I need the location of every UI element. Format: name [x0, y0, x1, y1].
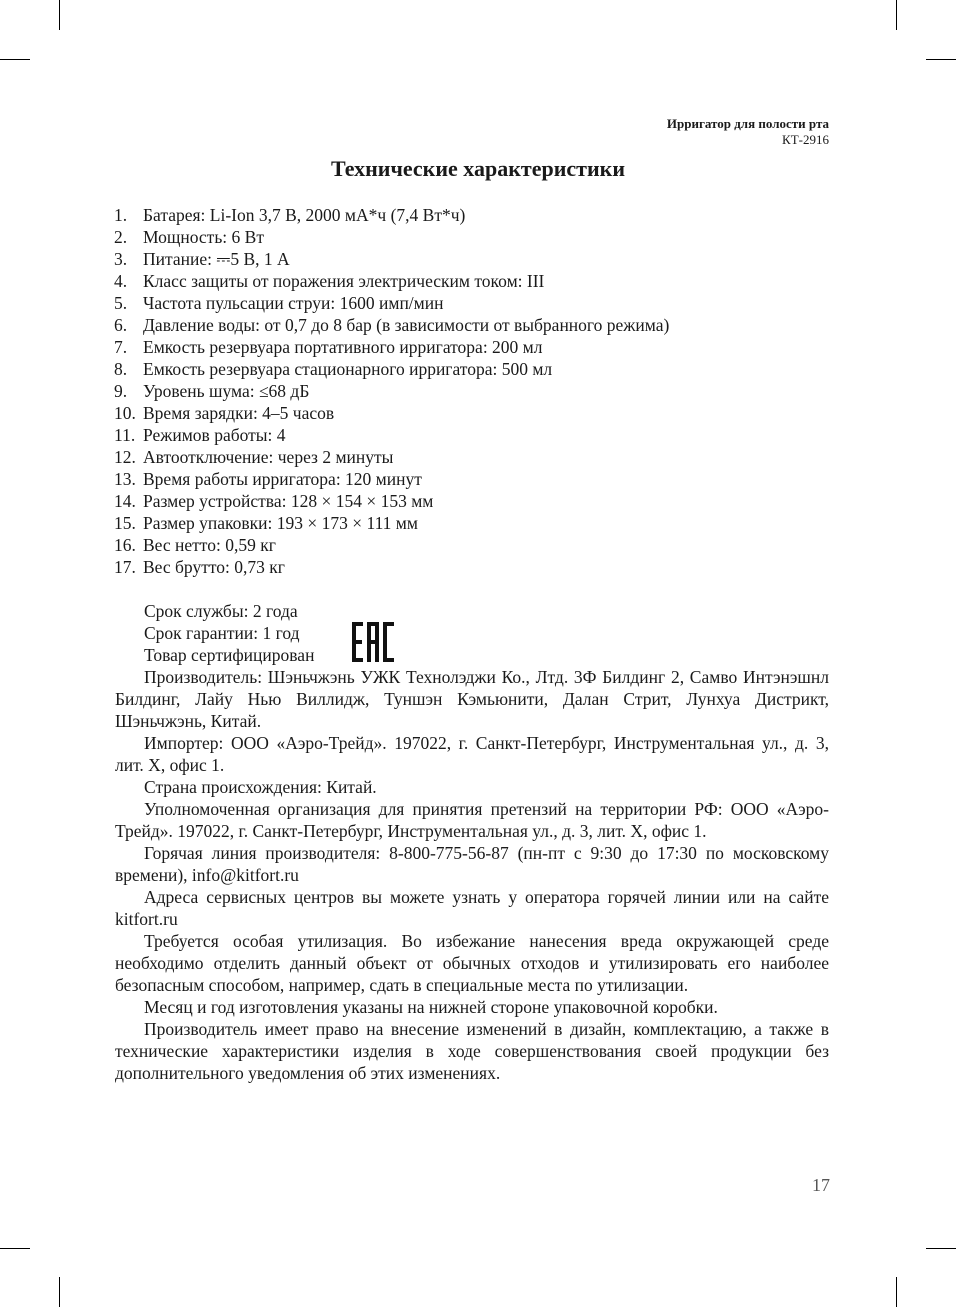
spec-number: 7. [114, 337, 128, 357]
crop-mark [59, 0, 60, 30]
spec-item [114, 358, 834, 380]
authorized-organization: Уполномоченная организация для принятия претензий на территории РФ: ООО «Аэро-Трейд». 197022, г. Санкт-Петербург, Инструментальная ул., д. 3, лит. Х, офис 1. [115, 799, 829, 841]
spec-text: Емкость резервуара портативного ирригатора: 200 мл [143, 337, 543, 357]
spec-item [114, 468, 834, 490]
country-of-origin: Страна происхождения: Китай. [144, 777, 377, 797]
hotline-paragraph: Горячая линия производителя: 8-800-775-56-87 (пн-пт с 9:30 до 17:30 по московскому времени), info@kitfort.ru [115, 843, 829, 885]
crop-mark [896, 0, 897, 30]
spec-text: Емкость резервуара стационарного ирригатора: 500 мл [143, 359, 553, 379]
spec-item [114, 446, 834, 468]
spec-number: 8. [114, 359, 128, 379]
spec-number: 15. [114, 513, 136, 533]
spec-item [114, 336, 834, 358]
spec-text: Вес брутто: 0,73 кг [143, 557, 285, 577]
spec-text: Время зарядки: 4–5 часов [143, 403, 335, 423]
crop-mark [926, 59, 956, 60]
spec-text: Размер устройства: 128 × 154 × 153 мм [143, 491, 434, 511]
spec-item [114, 402, 834, 424]
running-header [667, 116, 829, 148]
spec-text: Уровень шума: ≤68 дБ [143, 381, 310, 401]
spec-number: 6. [114, 315, 128, 335]
spec-text: Размер упаковки: 193 × 173 × 111 мм [143, 513, 418, 533]
spec-text: Режимов работы: 4 [143, 425, 286, 445]
spec-item [114, 314, 834, 336]
spec-number: 3. [114, 249, 128, 269]
spec-item [114, 270, 834, 292]
importer-paragraph: Импортер: ООО «Аэро-Трейд». 197022, г. Санкт-Петербург, Инструментальная ул., д. 3, лит. Х, офис 1. [115, 733, 829, 775]
spec-number: 10. [114, 403, 136, 423]
spec-number: 9. [114, 381, 128, 401]
legal-info [115, 666, 829, 1084]
certification-note: Товар сертифицирован [144, 645, 315, 665]
crop-mark [59, 1277, 60, 1307]
spec-text: Частота пульсации струи: 1600 имп/мин [143, 293, 444, 313]
spec-number: 16. [114, 535, 136, 555]
service-life: Срок службы: 2 года [144, 601, 298, 621]
spec-number: 13. [114, 469, 136, 489]
spec-text: Мощность: 6 Вт [143, 227, 264, 247]
spec-item [114, 292, 834, 314]
spec-item [114, 490, 834, 512]
spec-item [114, 534, 834, 556]
crop-mark [0, 59, 30, 60]
spec-text: Батарея: Li-Ion 3,7 В, 2000 мА*ч (7,4 Вт*ч) [143, 205, 466, 225]
spec-item [114, 226, 834, 248]
service-centers-paragraph: Адреса сервисных центров вы можете узнать у оператора горячей линии или на сайте kitfort.ru [115, 887, 829, 929]
spec-text: Вес нетто: 0,59 кг [143, 535, 276, 555]
spec-item [114, 248, 834, 270]
spec-item [114, 380, 834, 402]
disposal-paragraph: Требуется особая утилизация. Во избежание нанесения вреда окружающей среде необходимо отделить данный объект от обычных отходов и утилизировать его наиболее безопасным способом, например, сдать в специальные места по утилизации. [115, 931, 829, 995]
spec-number: 5. [114, 293, 128, 313]
crop-mark [896, 1277, 897, 1307]
page-title: Технические характеристики [330, 156, 626, 181]
spec-number: 11. [114, 425, 136, 445]
spec-text: Время работы ирригатора: 120 минут [143, 469, 422, 489]
changes-notice-paragraph: Производитель имеет право на внесение изменений в дизайн, комплектацию, а также в технические характеристики изделия в ходе совершенствования своей продукции без дополнительного уведомления об этих изменениях. [115, 1019, 829, 1083]
crop-mark [0, 1248, 30, 1249]
spec-number: 4. [114, 271, 128, 291]
manufacturer-paragraph: Производитель: Шэньчжэнь УЖК Технолэджи Ко., Лтд. 3Ф Билдинг 2, Самво Интэнэшнл Билдинг, Лайу Нью Виллидж, Туншэн Кэмьюнити, Далан Стрит, Лунхуа Дистрикт, Шэньчжэнь, Китай. [115, 667, 829, 731]
spec-text: Автоотключение: через 2 минуты [143, 447, 394, 467]
spec-number: 12. [114, 447, 136, 467]
page-number: 17 [812, 1175, 830, 1195]
service-info [144, 600, 314, 666]
eac-mark-icon [352, 622, 394, 662]
spec-item [114, 556, 834, 578]
spec-item [114, 424, 834, 446]
warranty-period: Срок гарантии: 1 год [144, 623, 300, 643]
header-model: КТ-2916 [782, 132, 829, 147]
spec-number: 17. [114, 557, 136, 577]
manufacture-date-paragraph: Месяц и год изготовления указаны на нижней стороне упаковочной коробки. [144, 997, 718, 1017]
spec-number: 2. [114, 227, 128, 247]
header-product: Ирригатор для полости рта [666, 116, 829, 131]
crop-mark [926, 1248, 956, 1249]
spec-text: Питание: ⎓5 В, 1 А [143, 249, 290, 269]
spec-item [114, 204, 834, 226]
spec-text: Класс защиты от поражения электрическим током: III [143, 271, 545, 291]
spec-number: 14. [114, 491, 136, 511]
spec-item [114, 512, 834, 534]
spec-number: 1. [114, 205, 128, 225]
specs-list [114, 204, 834, 578]
spec-text: Давление воды: от 0,7 до 8 бар (в зависимости от выбранного режима) [143, 315, 670, 335]
